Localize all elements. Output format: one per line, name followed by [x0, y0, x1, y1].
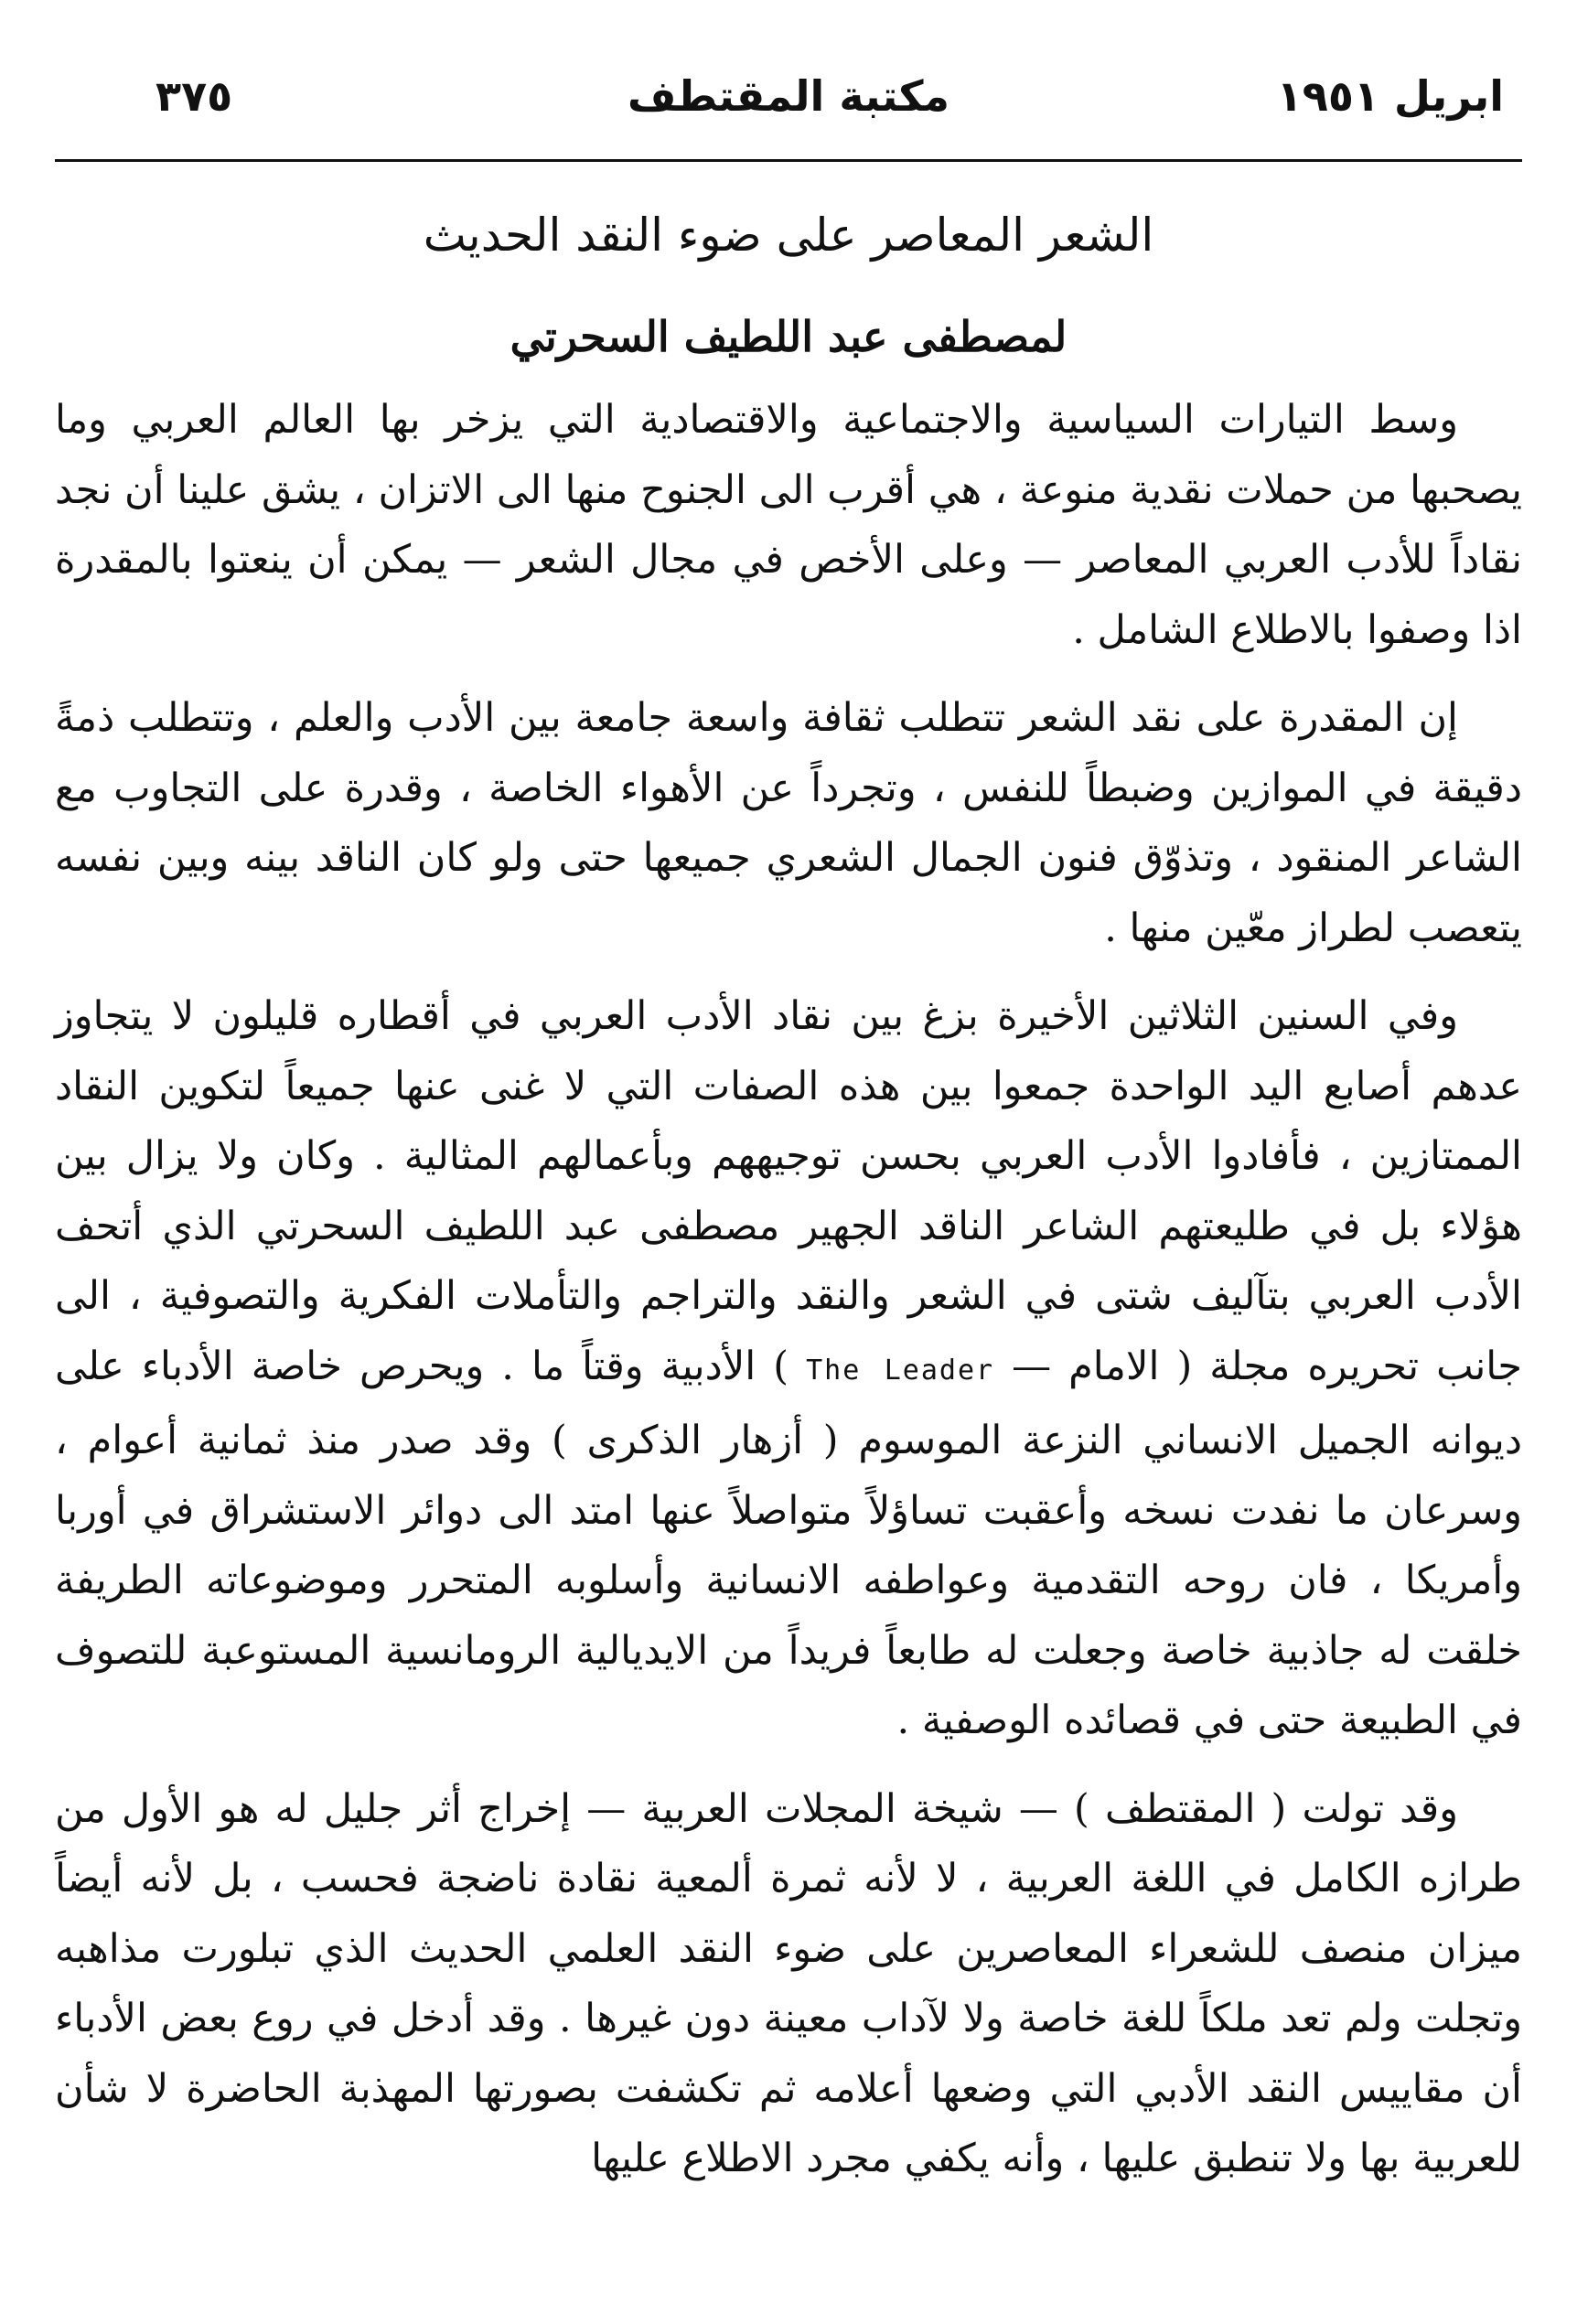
paragraph-4: وقد تولت ( المقتطف ) — شيخة المجلات العربية — إخراج أثر جليل له هو الأول من طرازه الكامل في اللغة العربية ، لا لأنه ثمرة ألمعية نقادة ناضجة فحسب ، بل لأنه أيضاً ميزان منصف للشعراء المعاصرين على ضوء النقد العلمي الحديث الذي تبلورت مذاهبه وتجلت ولم تعد ملكاً للغة خاصة ولا لآداب معينة دون غيرها . وقد أدخل في روع بعض الأدباء أن مقاييس النقد الأدبي التي وضعها أعلامه ثم تكشفت بصورتها المهذبة الحاضرة لا شأن للعربية بها ولا تنطبق عليها ، وأنه يكفي مجرد الاطلاع عليها — [55, 1785, 1522, 2181]
article-title: الشعر المعاصر على ضوء النقد الحديث — [423, 209, 1154, 262]
latin-title: The Leader — [806, 1354, 995, 1387]
paragraph-1: وسط التيارات السياسية والاجتماعية والاقتصادية التي يزخر بها العالم العربي وما يصحبها من حملات نقدية منوعة ، هي أقرب الى الجنوح منها الى الاتزان ، يشق علينا أن نجد نقاداً للأدب العربي المعاصر — وعلى الأخص في مجال الشعر — يمكن أن ينعتوا بالمقدرة اذا وصفوا بالاطلاع الشامل . — [55, 397, 1522, 653]
article-author: لمصطفى عبد اللطيف السحرتي — [510, 312, 1067, 361]
paragraph-3-text-b: ) الأدبية وقتاً ما . ويحرص خاصة الأدباء على ديوانه الجميل الانساني النزعة الموسوم ( أزهار الذكرى ) وقد صدر منذ ثمانية أعوام ، وسرعان ما نفدت نسخه وأعقبت تساؤلاً متواصلاً عنها امتد الى دوائر الاستشراق في أوربا وأمريكا ، فان روحه التقدمية وعواطفه الانسانية وأسلوبه المتحرر وموضوعاته الطريفة خلقت له جاذبية خاصة وجعلت له طابعاً فريداً من الايديالية الرومانسية المستوعبة للتصوف في الطبيعة حتى في قصائده الوصفية . — [55, 1343, 1522, 1743]
issue-date: ابريل ١٩٥١ — [1276, 71, 1504, 121]
header-divider — [55, 159, 1522, 162]
paragraph-3 — [55, 981, 1522, 1756]
paragraph-3-text-a: وفي السنين الثلاثين الأخيرة بزغ بين نقاد الأدب العربي في أقطاره قليلون لا يتجاوز عدهم أصابع اليد الواحدة جمعوا بين هذه الصفات التي لا غنى عنها جميعاً لتكوين النقاد الممتازين ، فأفادوا الأدب العربي بحسن توجيههم وبأعمالهم المثالية . وكان ولا يزال بين هؤلاء بل في طليعتهم الشاعر الناقد الجهير مصطفى عبد اللطيف السحرتي الذي أتحف الأدب العربي بتآليف شتى في الشعر والنقد والتراجم والتأملات الفكرية والتصوفية ، الى جانب تحريره مجلة ( الامام — — [55, 993, 1522, 1389]
running-head — [55, 55, 1522, 137]
publication-title: مكتبة المقتطف — [627, 71, 950, 121]
paragraph-2: إن المقدرة على نقد الشعر تتطلب ثقافة واسعة جامعة بين الأدب والعلم ، وتتطلب ذمةً دقيقة في الموازين وضبطاً للنفس ، وتجرداً عن الأهواء الخاصة ، وقدرة على التجاوب مع الشاعر المنقود ، وتذوّق فنون الجمال الشعري جميعها حتى ولو كان الناقد بينه وبين نفسه يتعصب لطراز معّين منها . — [55, 695, 1522, 951]
page-number: ٣٧٥ — [156, 71, 233, 121]
